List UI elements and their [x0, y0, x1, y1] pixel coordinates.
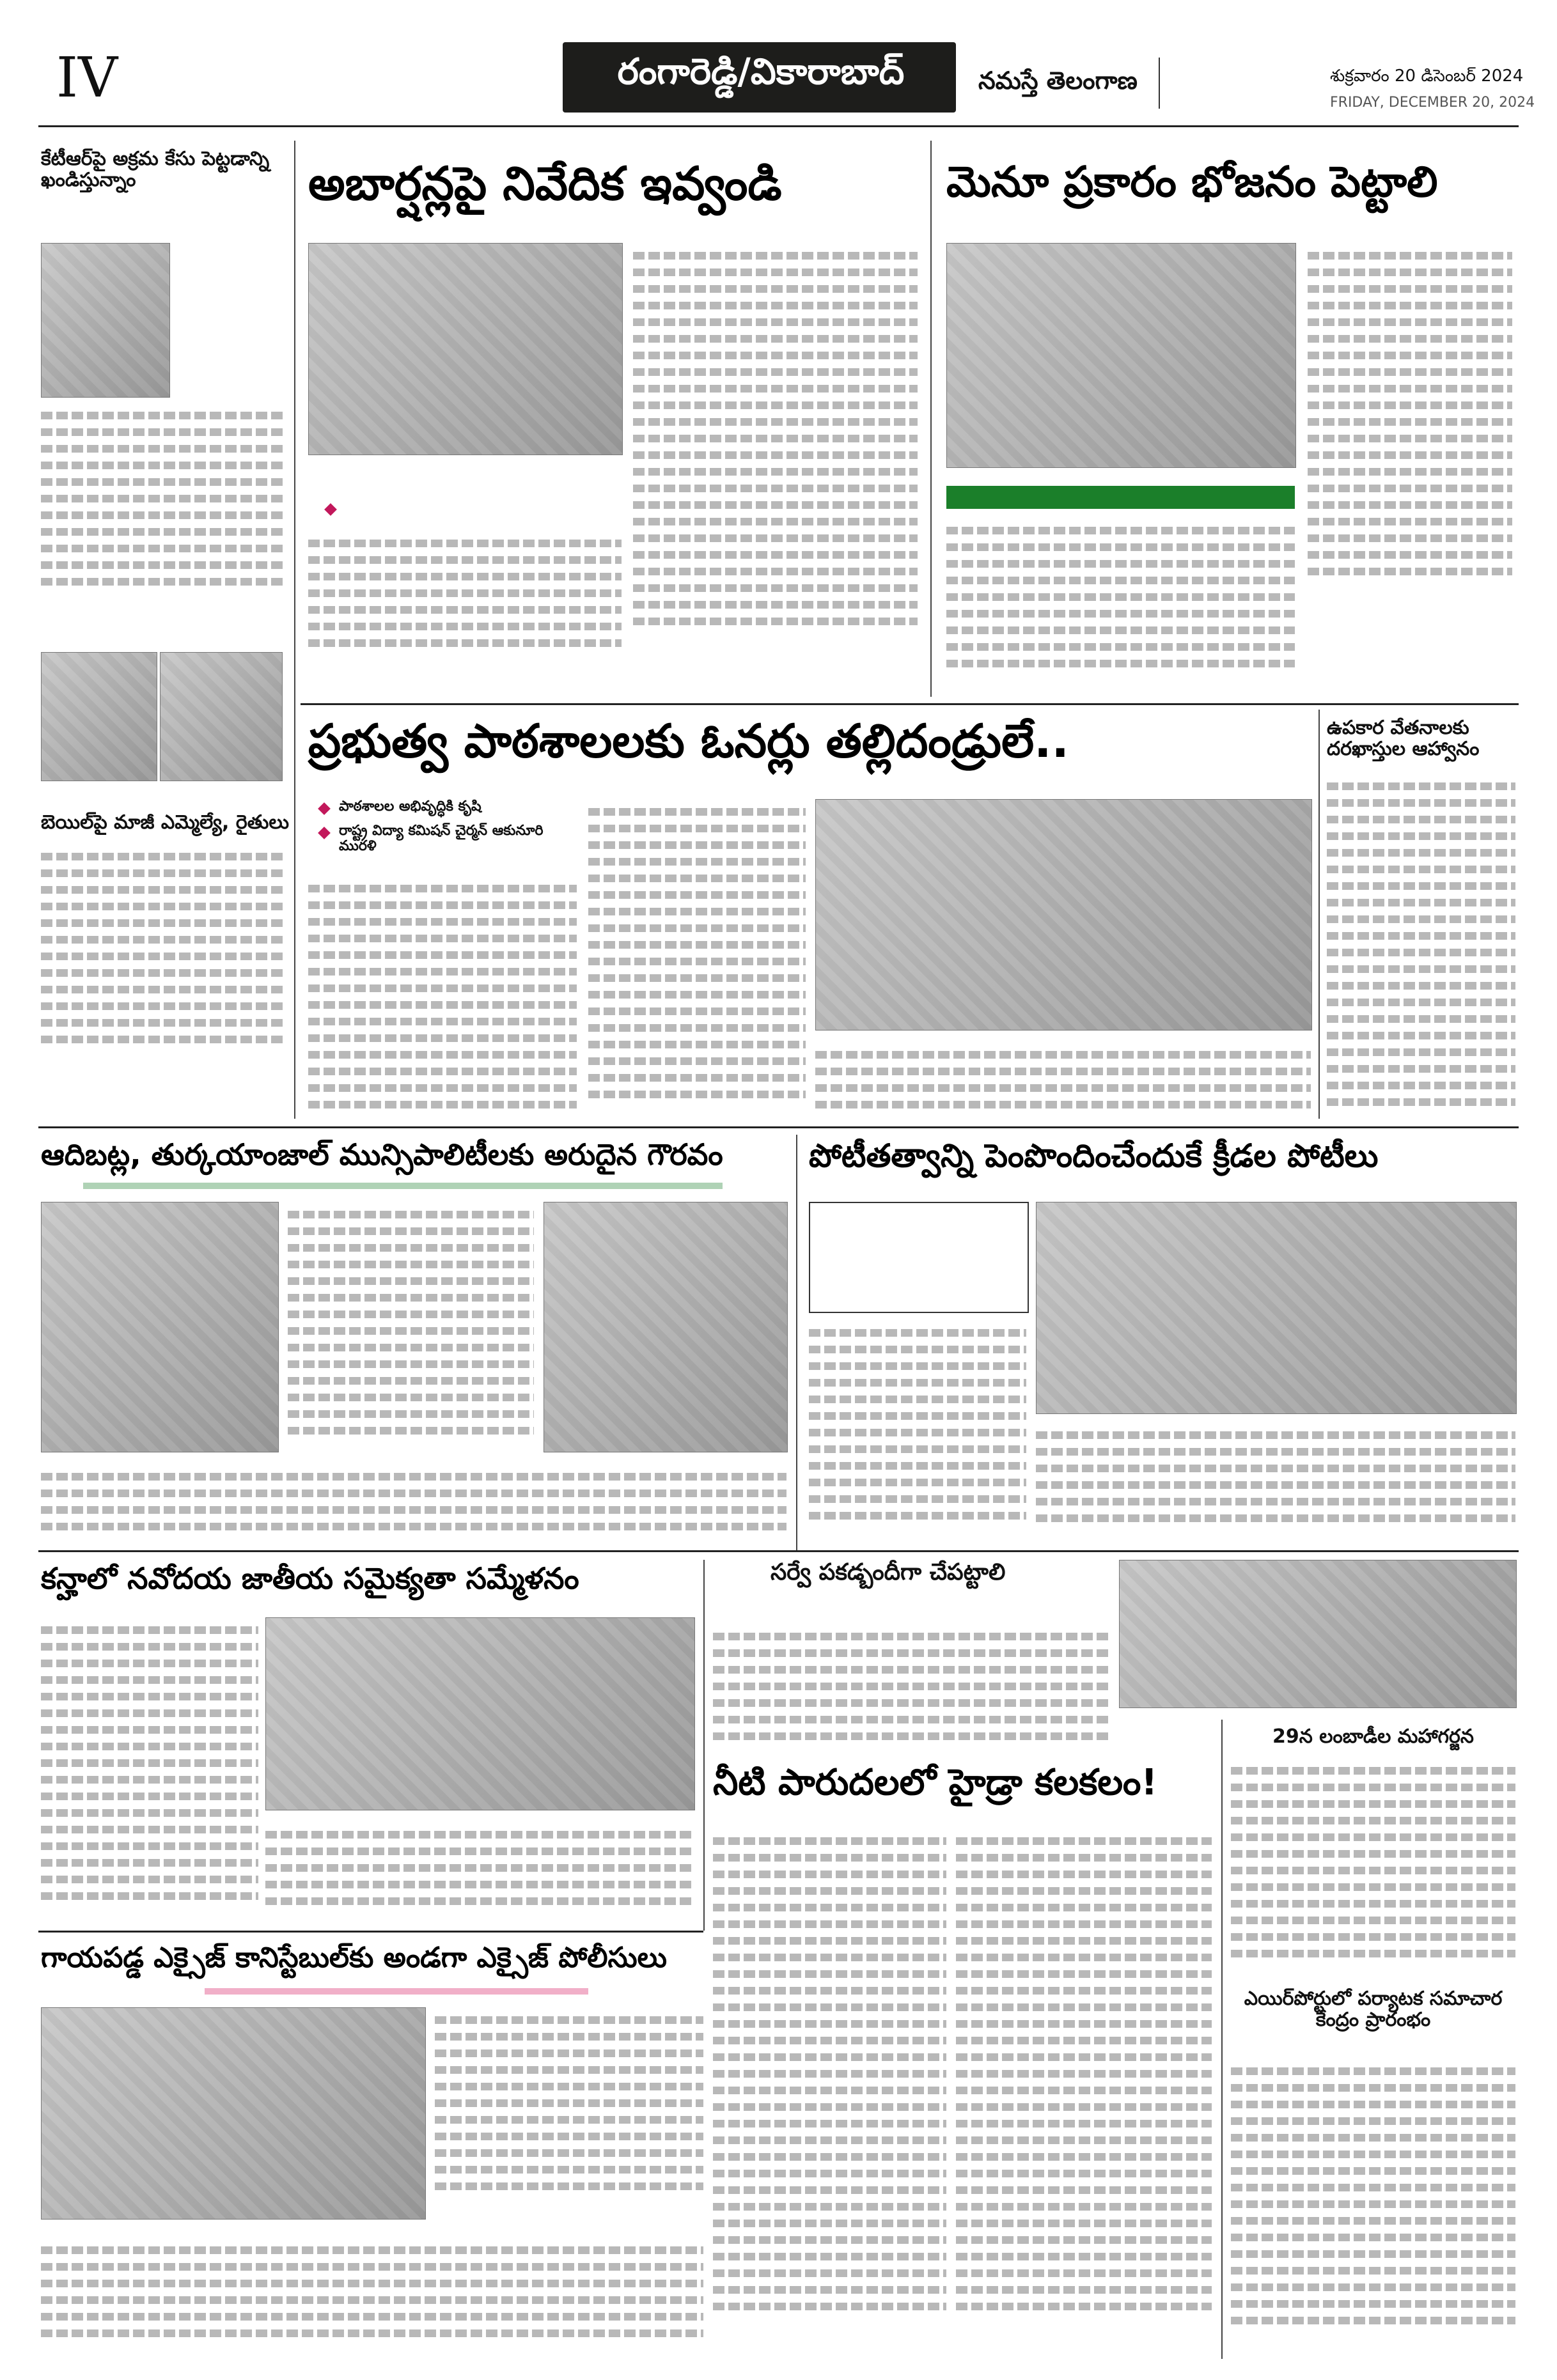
- municipality-body-1: [288, 1202, 534, 1451]
- sports-subhead-box: [809, 1202, 1029, 1313]
- hydraa-body-2: [956, 1828, 1212, 2359]
- navodaya-body-2: [265, 1822, 694, 1924]
- hostel-inspection-photo: [946, 243, 1296, 468]
- excise-body-1: [435, 2007, 703, 2218]
- masthead-rule: [38, 125, 1519, 127]
- headline-excise-constable: గాయపడ్డ ఎక్సైజ్ కానిస్టేబుల్‌కు అండగా ఎక్సైజ్ పోలీసులు: [41, 1941, 667, 1974]
- abortion-body-2: [633, 243, 918, 690]
- menu-body-1: [946, 518, 1295, 697]
- middle-divider: [796, 1135, 797, 1550]
- navodaya-divider: [703, 1560, 705, 1931]
- portrait-photo-right: [160, 652, 283, 781]
- airport-body: [1231, 2058, 1515, 2359]
- scholarship-body: [1327, 774, 1515, 1119]
- headline-sports-competitions: పోటీతత్వాన్ని పెంపొందించేందుకే క్రీడల పోటీలు: [809, 1137, 1379, 1174]
- upper-section-rule: [301, 703, 1519, 705]
- section-title: రంగారెడ్డి/వికారాబాద్: [617, 51, 905, 93]
- date-english: FRIDAY, DECEMBER 20, 2024: [1330, 95, 1535, 111]
- lambadi-body: [1231, 1758, 1515, 1975]
- paper-name: నమస్తే తెలంగాణ: [978, 66, 1138, 95]
- sports-photo: [1036, 1202, 1517, 1414]
- excise-subline: [205, 1988, 588, 1995]
- navodaya-body-1: [41, 1617, 258, 1924]
- schools-body-1: [308, 876, 577, 1119]
- excise-body-2: [41, 2237, 703, 2359]
- airport-headline: ఎయిర్‌పోర్టులో పర్యాటక సమాచార కేంద్రం ప్రారంభం: [1244, 1987, 1503, 2031]
- headline-menu-meals: మెనూ ప్రకారం భోజనం పెట్టాలి: [946, 157, 1438, 206]
- bullet-2-icon: [318, 827, 331, 839]
- menu-body-2: [1308, 243, 1512, 690]
- lambadi-headline: 29న లంబాడీల మహాగర్జన: [1272, 1725, 1474, 1748]
- bottom-left-rule: [38, 1931, 703, 1933]
- headline-navodaya-meet: కన్హాలో నవోదయ జాతీయ సమైక్యతా సమ్మేళనం: [41, 1561, 579, 1596]
- lower-section-rule: [38, 1550, 1519, 1552]
- middle-section-rule: [38, 1126, 1519, 1128]
- headline-govt-schools: ప్రభుత్వ పాఠశాలలకు ఓనర్లు తల్లిదండ్రులే..: [308, 714, 1069, 768]
- left-top-body: [41, 403, 284, 633]
- headline-hydraa: నీటి పారుదలలో హైడ్రా కలకలం!: [713, 1762, 1157, 1803]
- scholarship-headline: ఉపకార వేతనాలకు దరఖాస్తుల ఆహ్వానం: [1327, 717, 1480, 760]
- conclave-photo-right: [544, 1202, 788, 1452]
- page-number: IV: [56, 46, 118, 110]
- survey-headline: సర్వే పకడ్బందీగా చేపట్టాలి: [771, 1559, 1006, 1585]
- headline-abortion-report: అబార్షన్లపై నివేదిక ఇవ్వండి: [308, 157, 782, 210]
- sports-body-1: [809, 1320, 1026, 1544]
- navodaya-stage-photo: [265, 1617, 695, 1810]
- headline-municipality-honour: ఆదిబట్ల, తుర్కయాంజాల్ మున్సిపాలిటీలకు అరుదైన గౌరవం: [41, 1137, 723, 1172]
- schools-body-2: [588, 799, 806, 1119]
- portrait-photo-left: [41, 652, 157, 781]
- date-telugu: శుక్రవారం 20 డిసెంబర్ 2024: [1330, 66, 1524, 86]
- masthead-divider: [1159, 58, 1160, 109]
- bullet-1-text: పాఠశాలల అభివృద్ధికి కృషి: [339, 798, 481, 814]
- collector-caption-bar: [946, 486, 1295, 509]
- classroom-photo: [815, 799, 1312, 1031]
- left-top-headline: కేటీఆర్‌పై అక్రమ కేసు పెట్టడాన్ని ఖండిస్తున్నాం: [41, 148, 270, 191]
- survey-photo: [308, 243, 623, 455]
- municipality-body-2: [41, 1464, 786, 1541]
- right-column-rule: [1318, 710, 1320, 1119]
- municipality-subline: [83, 1183, 723, 1189]
- hydraa-body-1: [713, 1828, 946, 2359]
- abortion-body-1: [308, 531, 622, 690]
- bail-headline: బెయిల్‌పై మాజీ ఎమ్మెల్యే, రైతులు: [41, 811, 289, 834]
- survey-bullet-icon: [324, 503, 337, 516]
- bullet-1-icon: [318, 802, 331, 815]
- housing-board-photo: [1119, 1560, 1517, 1708]
- schools-body-3: [815, 1042, 1311, 1119]
- excise-cheque-photo: [41, 2007, 426, 2220]
- bail-body: [41, 844, 284, 1100]
- conclave-photo-left: [41, 1202, 279, 1452]
- right-bottom-divider: [1221, 1720, 1223, 2359]
- politician-photo: [41, 243, 170, 398]
- survey-body: [713, 1624, 1109, 1752]
- center-divider-top: [930, 141, 932, 697]
- left-column-rule: [294, 141, 295, 1119]
- sports-body-2: [1036, 1422, 1515, 1544]
- bullet-2-text: రాష్ట్ర విద్యా కమిషన్ చైర్మన్ ఆకునూరి మురళి: [339, 823, 544, 855]
